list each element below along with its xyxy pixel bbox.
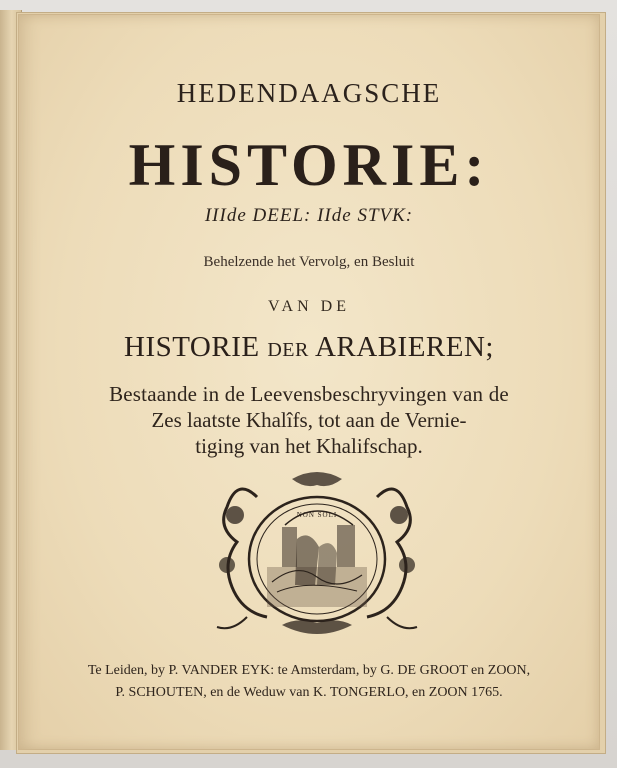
description-line-1: Bestaande in de Leevensbeschryvingen van de xyxy=(109,382,509,406)
main-title: HISTORIE: xyxy=(128,132,490,198)
description-line-2: Zes laatste Khalîfs, tot aan de Vernie- xyxy=(151,408,467,432)
vignette-motto: NON SOLI xyxy=(296,511,338,519)
imprint-line-2: P. SCHOUTEN, en de Weduw van K. TONGERLO, en ZOON 1765. xyxy=(115,685,503,700)
volume-line: IIIde DEEL: IIde STVK: xyxy=(204,205,414,226)
header-line: HEDENDAAGSCHE xyxy=(176,78,442,108)
van-de-line: VAN DE xyxy=(268,298,350,315)
description-line-3: tiging van het Khalifschap. xyxy=(195,434,423,458)
printers-device-vignette xyxy=(197,467,433,639)
arabieren-title-der: DER xyxy=(267,339,309,361)
subtitle-line: Behelzende het Vervolg, en Besluit xyxy=(203,254,415,270)
arabieren-title-part1: HISTORIE xyxy=(124,331,260,363)
title-page xyxy=(18,14,600,750)
arabieren-title xyxy=(19,331,599,364)
imprint-line-1: Te Leiden, by P. VANDER EYK: te Amsterdam, by G. DE GROOT en ZOON, xyxy=(87,663,531,678)
arabieren-title-part2: ARABIEREN; xyxy=(314,331,494,363)
